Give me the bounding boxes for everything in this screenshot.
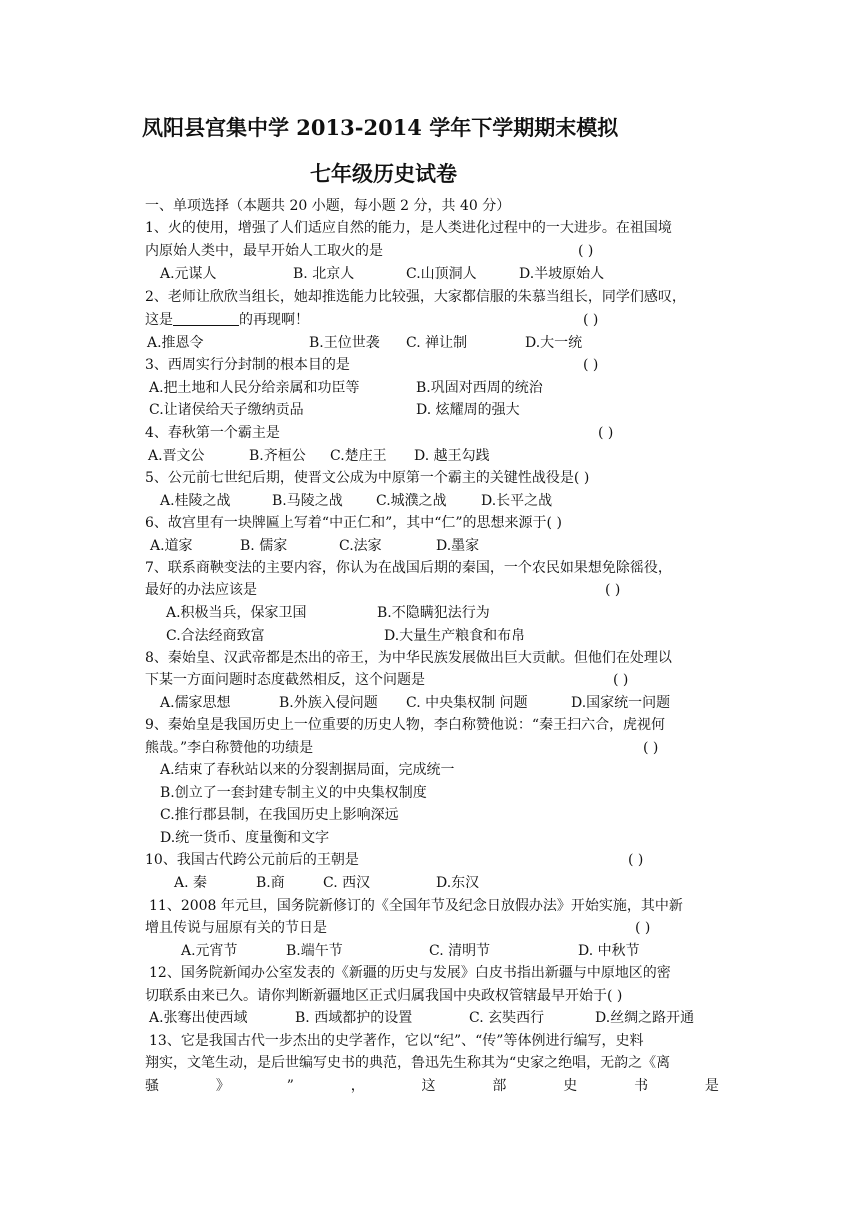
answer-blank: [173, 311, 239, 326]
question-6-line-1: 6、故宫里有一块牌匾上写着“中正仁和”，其中“仁”的思想来源于( ): [145, 515, 562, 531]
justified-char: 史: [563, 1078, 578, 1094]
justified-char: 书: [634, 1078, 649, 1094]
option-b: B.巩固对西周的统治: [416, 380, 543, 396]
answer-paren: ( ): [643, 740, 659, 756]
option-a: A.推恩令: [147, 335, 204, 351]
option-b: B.马陵之战: [272, 493, 343, 509]
question-9-line-2: 熊哉。”李白称赞他的功绩是: [145, 740, 314, 756]
justified-char: ，: [350, 1078, 365, 1094]
option-b: B.齐桓公: [249, 448, 306, 464]
question-8-line-1: 8、秦始皇、汉武帝都是杰出的帝王，为中华民族发展做出巨大贡献。但他们在处理以: [145, 650, 672, 666]
option-d: D.统一货币、度量衡和文字: [160, 830, 330, 846]
option-d: D.大量生产粮食和布帛: [384, 628, 526, 644]
option-c: C. 西汉: [323, 875, 371, 891]
option-c: C.推行郡县制，在我国历史上影响深远: [160, 807, 399, 823]
justified-char: 骚: [145, 1078, 159, 1094]
option-a: A.结束了春秋站以来的分裂割据局面，完成统一: [160, 762, 455, 778]
option-a: A.张骞出使西域: [149, 1010, 248, 1026]
question-13-line-3: [145, 1076, 719, 1096]
option-b: B. 儒家: [240, 538, 288, 554]
question-8-line-2: 下某一方面问题时态度截然相反，这个问题是: [145, 672, 425, 688]
exam-subtitle: 七年级历史试卷: [310, 161, 457, 186]
option-c: C.楚庄王: [330, 448, 387, 464]
option-d: D.丝绸之路开通: [595, 1010, 695, 1026]
answer-paren: ( ): [583, 312, 599, 328]
option-a: A. 秦: [174, 875, 208, 891]
answer-paren: ( ): [583, 357, 599, 373]
option-a: A.元宵节: [181, 943, 238, 959]
option-a: A.把土地和人民分给亲属和功臣等: [149, 380, 360, 396]
option-c: C.让诸侯给天子缴纳贡品: [149, 402, 304, 418]
answer-paren: ( ): [598, 425, 614, 441]
option-c: C. 禅让制: [406, 335, 468, 351]
question-5-line-1: 5、公元前七世纪后期，使晋文公成为中原第一个霸主的关键性战役是( ): [145, 470, 590, 486]
justified-char: ”: [286, 1078, 294, 1094]
question-11-line-2: 增且传说与屈原有关的节日是: [145, 920, 327, 936]
option-d: D.东汉: [436, 875, 480, 891]
question-2-prefix: 这是: [145, 312, 173, 328]
answer-paren: ( ): [613, 672, 629, 688]
option-d: D. 中秋节: [578, 943, 640, 959]
option-c: C. 玄奘西行: [469, 1010, 545, 1026]
option-a: A.儒家思想: [160, 695, 231, 711]
answer-paren: ( ): [635, 920, 651, 936]
justified-char: 部: [492, 1078, 507, 1094]
option-d: D. 越王勾践: [414, 448, 490, 464]
question-4-line-1: 4、春秋第一个霸主是: [145, 425, 280, 441]
section-heading: 一、单项选择（本题共 20 小题，每小题 2 分，共 40 分）: [145, 198, 511, 214]
option-b: B.端午节: [286, 943, 343, 959]
answer-paren: ( ): [628, 852, 644, 868]
option-c: C.山顶洞人: [406, 266, 477, 282]
option-a: A.积极当兵，保家卫国: [166, 605, 307, 621]
option-b: B.商: [256, 875, 285, 891]
option-b: B. 北京人: [293, 266, 355, 282]
question-2-line-1: 2、老师让欣欣当组长，她却推选能力比较强，大家都信服的朱慕当组长，同学们感叹，: [145, 289, 686, 305]
answer-paren: ( ): [578, 243, 594, 259]
option-a: A.晋文公: [148, 448, 205, 464]
question-13-line-2: 翔实，文笔生动，是后世编写史书的典范，鲁迅先生称其为“史家之绝唱，无韵之《离: [145, 1055, 671, 1071]
option-d: D.国家统一问题: [571, 695, 671, 711]
option-c: C.法家: [339, 538, 382, 554]
justified-char: 》: [215, 1078, 230, 1094]
option-b: B.不隐瞒犯法行为: [377, 605, 490, 621]
option-b: B. 西域都护的设置: [295, 1010, 413, 1026]
question-10-line-1: 10、我国古代跨公元前后的王朝是: [145, 852, 359, 868]
option-d: D.半坡原始人: [519, 266, 605, 282]
option-d: D. 炫耀周的强大: [416, 402, 520, 418]
option-a: A.道家: [150, 538, 193, 554]
option-b: B.王位世袭: [309, 335, 380, 351]
answer-paren: ( ): [605, 582, 621, 598]
option-b: B.创立了一套封建专制主义的中央集权制度: [160, 785, 427, 801]
question-1-line-1: 1、火的使用，增强了人们适应自然的能力，是人类进化过程中的一大进步。在祖国境: [145, 220, 672, 236]
question-3-line-1: 3、西周实行分封制的根本目的是: [145, 357, 350, 373]
question-7-line-1: 7、联系商鞅变法的主要内容，你认为在战国后期的秦国，一个农民如果想免除徭役，: [145, 560, 672, 576]
option-c: C.城濮之战: [376, 493, 447, 509]
option-d: D.大一统: [525, 335, 583, 351]
question-13-line-1: 13、它是我国古代一步杰出的史学著作，它以“纪”、“传”等体例进行编写，史料: [149, 1033, 644, 1049]
option-b: B.外族入侵问题: [279, 695, 378, 711]
option-c: C.合法经商致富: [166, 628, 265, 644]
question-11-line-1: 11、2008 年元旦，国务院新修订的《全国年节及纪念日放假办法》开始实施，其中新: [149, 898, 683, 914]
option-d: D.长平之战: [481, 493, 553, 509]
exam-title: 凤阳县宫集中学 2013-2014 学年下学期期末模拟: [142, 115, 619, 140]
question-12-line-2: 切联系由来已久。请你判断新疆地区正式归属我国中央政权管辖最早开始于( ): [145, 988, 623, 1004]
question-2-line-2: [145, 310, 309, 330]
option-a: A.元谋人: [160, 266, 217, 282]
question-12-line-1: 12、国务院新闻办公室发表的《新疆的历史与发展》白皮书指出新疆与中原地区的密: [149, 965, 671, 981]
question-9-line-1: 9、秦始皇是我国历史上一位重要的历史人物，李白称赞他说：“秦王扫六合，虎视何: [145, 717, 666, 733]
option-d: D.墨家: [436, 538, 480, 554]
question-1-line-2: 内原始人类中，最早开始人工取火的是: [145, 243, 383, 259]
option-c: C. 清明节: [429, 943, 491, 959]
question-7-line-2: 最好的办法应该是: [145, 582, 257, 598]
question-2-suffix: 的再现啊！: [239, 312, 309, 328]
option-a: A.桂陵之战: [160, 493, 231, 509]
option-c: C. 中央集权制 问题: [406, 695, 528, 711]
justified-char: 这: [421, 1078, 436, 1094]
justified-char: 是: [704, 1078, 719, 1094]
